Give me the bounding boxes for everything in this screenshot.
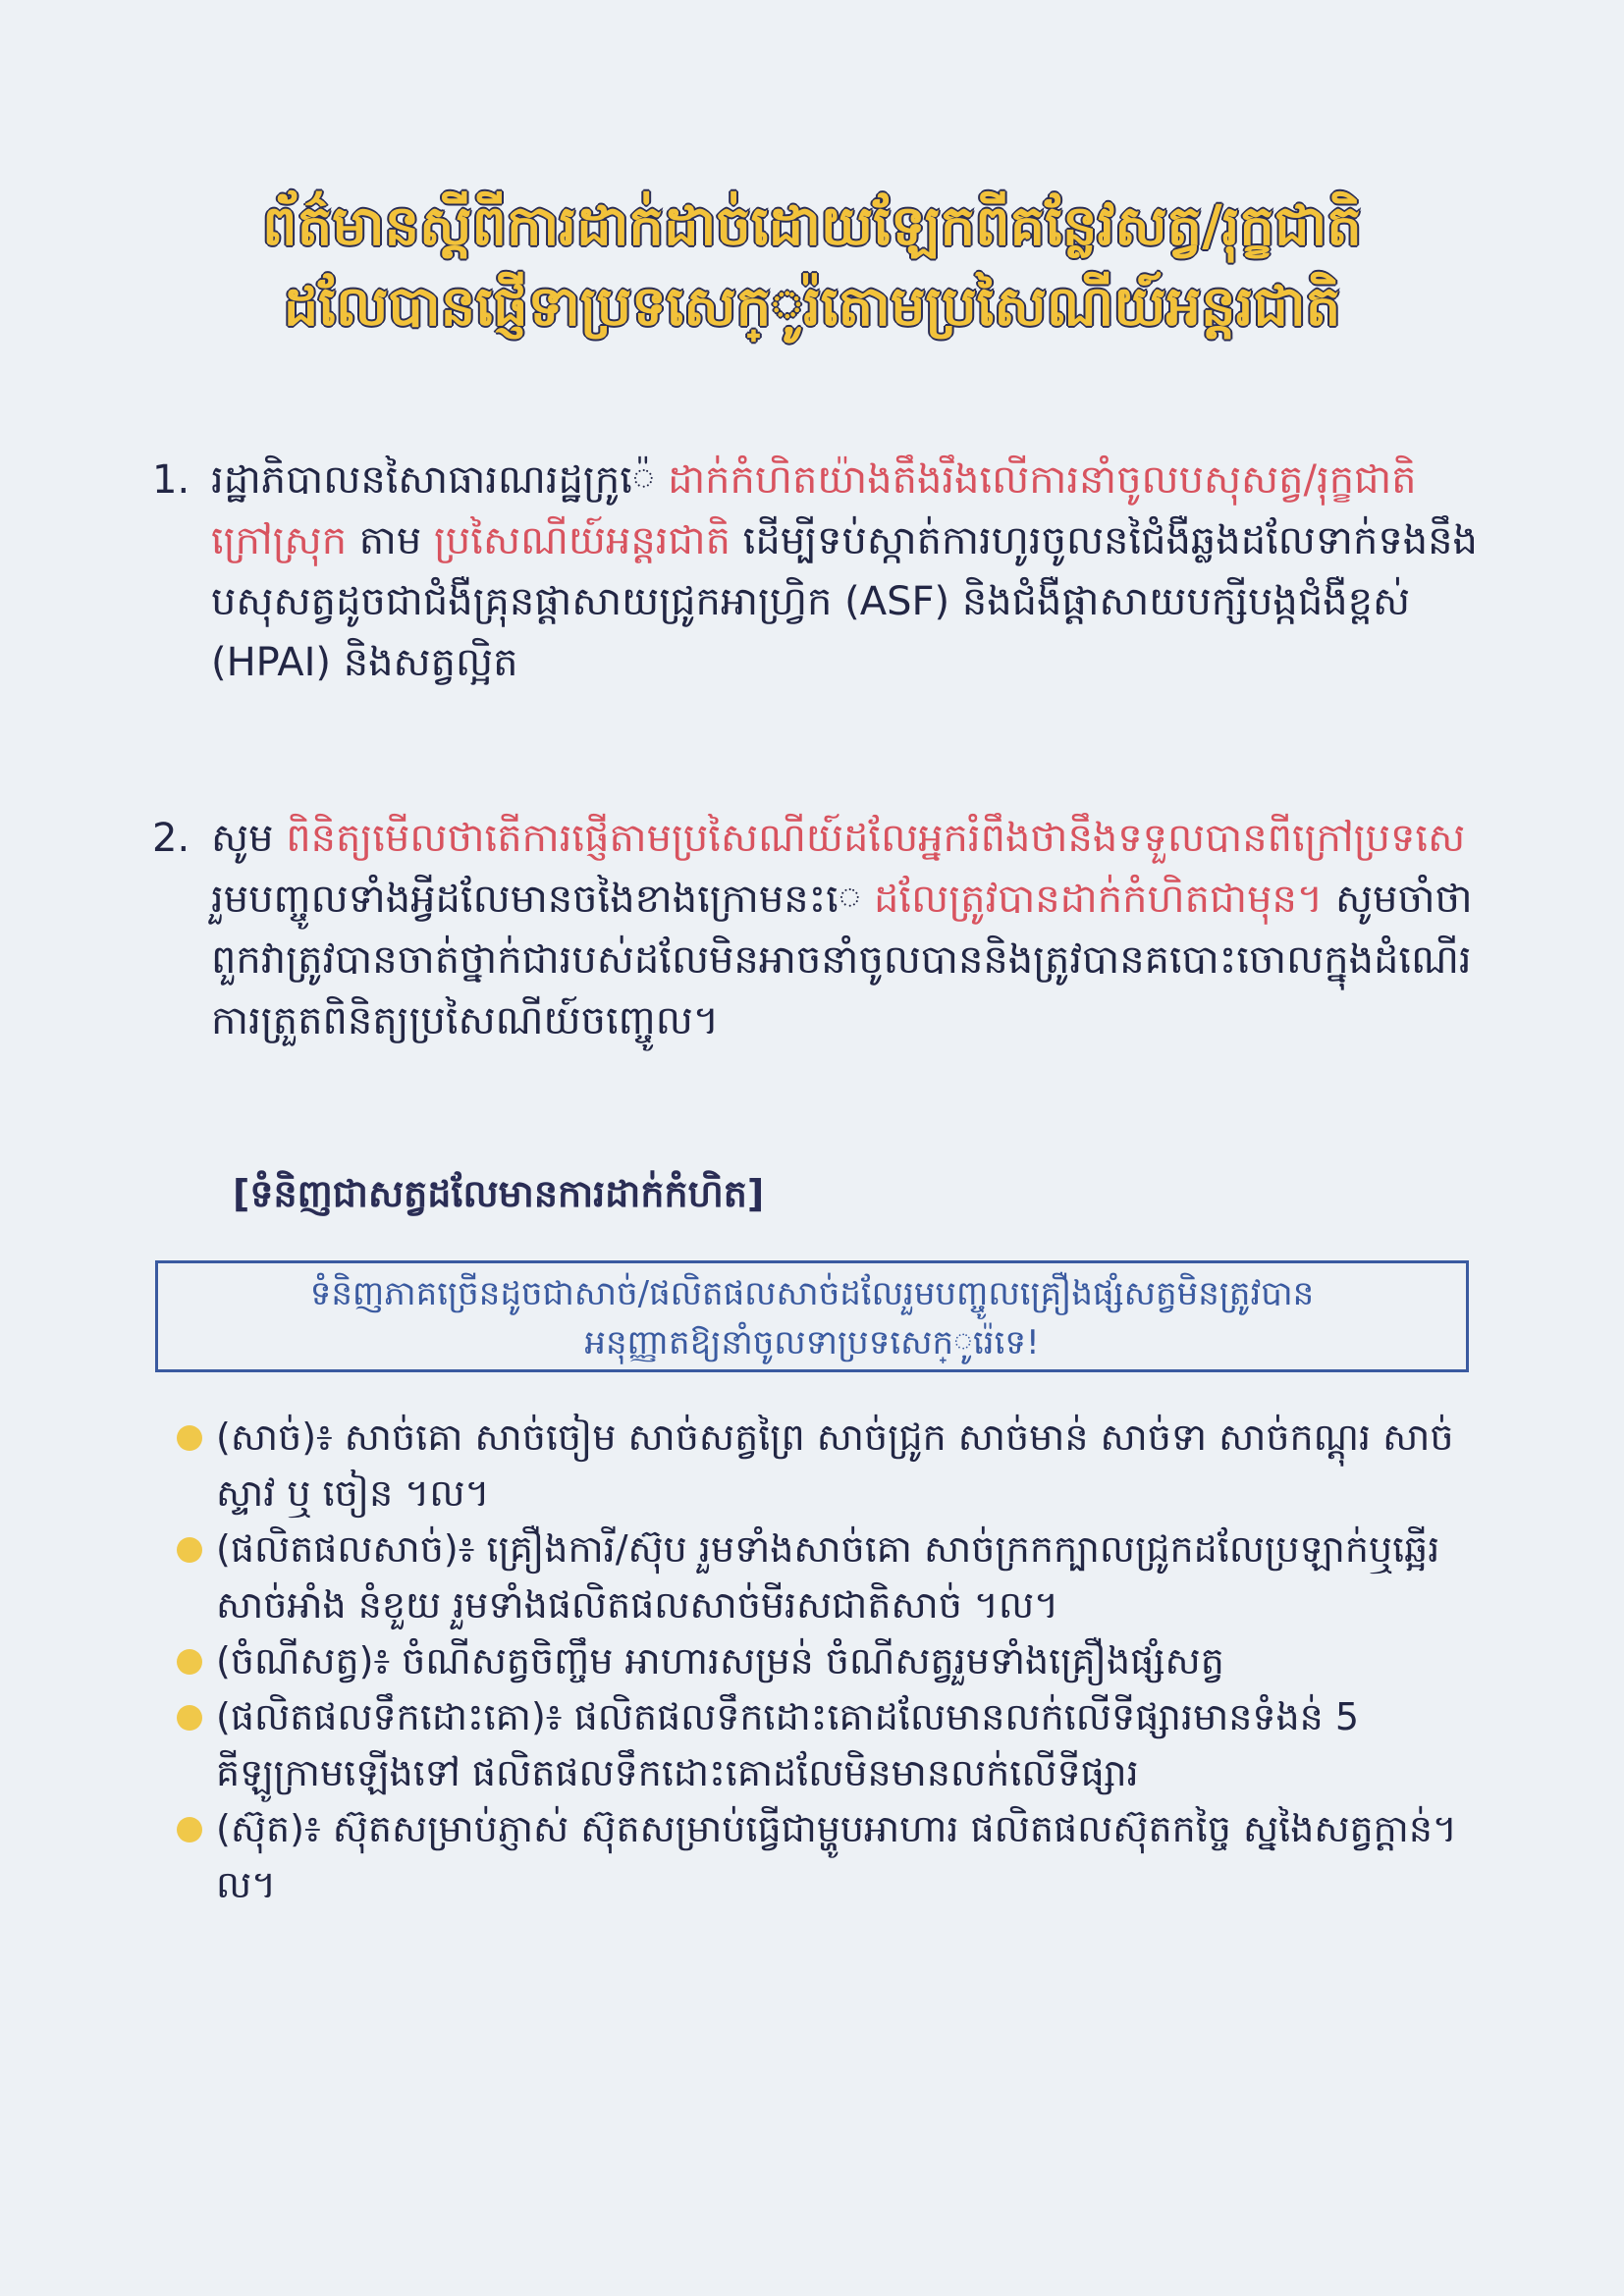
title-line-2: ដលែបានផ្ញើទាប្រទសេក្ូរ៉តោមប្រសៃណីយ៍អន្តរជាតិ — [283, 275, 1341, 339]
item-number: 1. — [152, 457, 190, 503]
item-text-segment: រួមបញ្ចូលទាំងអ្វីដលែមានចងៃខាងក្រោមនះេ — [211, 877, 875, 922]
notice-box — [155, 1260, 1469, 1372]
bullet-dot-icon — [177, 1537, 202, 1563]
list-item-text: (សាច់)៖ សាច់គោ សាច់ចៀម សាច់សត្វព្រៃ សាច់ជ្រូក សាច់មាន់ សាច់ទា សាច់កណ្តុរ សាច់ស្ទាវ ឬ ចៀន ។ល។ — [216, 1415, 1454, 1515]
highlighted-text: ដលែត្រូវបានដាក់កំហិតជាមុន។ — [874, 877, 1324, 922]
list-item-text: (ចំណីសត្វ)៖ ចំណីសត្វចិញ្ចឹម អាហារសម្រន់ ចំណីសត្វរួមទាំងគ្រឿងផ្សំសត្វ — [216, 1639, 1224, 1682]
list-item — [177, 1689, 1483, 1801]
numbered-item-2 — [152, 808, 1478, 1051]
item-number: 2. — [152, 816, 190, 861]
list-item — [177, 1410, 1483, 1522]
notice-line-1: ទំនិញភាគច្រើនដូចជាសាច់/ផលិតផលសាច់ដលែរួមបញ្ចូលគ្រឿងផ្សំសត្វមិនត្រូវបាន — [309, 1274, 1315, 1313]
list-item-text: (ផលិតផលសាច់)៖ គ្រឿងការី/ស៊ុប រួមទាំងសាច់គោ សាច់ក្រកក្បាលជ្រូកដលែប្រឡាក់ឬឆ្អើរ សាច់អាំង នំខួយ រួមទាំងផលិតផលសាច់មីរសជាតិសាច់ ។ល។ — [216, 1527, 1440, 1627]
page-title — [118, 187, 1506, 347]
item-text-segment: សូម — [211, 816, 287, 861]
bullet-dot-icon — [177, 1649, 202, 1675]
highlighted-text: ពិនិត្យមើលថាតើការផ្ញើតាមប្រសៃណីយ៍ដលែអ្នករំពឹងថានឹងទទួលបានពីក្រៅប្រទសេ — [286, 816, 1466, 861]
restricted-items-list — [177, 1410, 1483, 1913]
list-item-text: (ផលិតផលទឹកដោះគោ)៖ ផលិតផលទឹកដោះគោដលែមានលក់លើទីផ្សារមានទំងន់ 5 គីឡូក្រាមឡើងទៅ ផលិតផលទឹកដោះគោដលែមិនមានលក់លើទីផ្សារ — [216, 1695, 1359, 1794]
item-text-segment: សូមចាំថាពួកវាត្រូវបានចាត់ថ្នាក់ជារបស់ដលែមិនអាចនាំចូលបាននិងត្រូវបានគបោះចោលក្នុងដំណើរការត្រួតពិនិត្យប្រសៃណីយ៍ចញ្ចេូល។ — [211, 877, 1473, 1043]
bullet-dot-icon — [177, 1705, 202, 1731]
bullet-dot-icon — [177, 1817, 202, 1842]
item-text — [211, 808, 1478, 1051]
item-text-segment: តាម — [347, 518, 434, 563]
restricted-products-heading: [ទំនិញជាសត្វដលែមានការដាក់កំហិត] — [233, 1172, 765, 1215]
list-item — [177, 1633, 1483, 1689]
list-item — [177, 1522, 1483, 1633]
bullet-dot-icon — [177, 1425, 202, 1451]
highlighted-text: ដាក់កំហិតយ៉ាងតឹងរឹងលើការនាំចូលបសុសត្វ/រុក្ខជាតិក្រៅស្រុក — [211, 457, 1417, 563]
list-item — [177, 1801, 1483, 1913]
list-item-text: (ស៊ុត)៖ ស៊ុតសម្រាប់ភ្ញាស់ ស៊ុតសម្រាប់ធ្វើជាម្ហូបអាហារ ផលិតផលស៊ុតកច្ចៃ ស្នងៃសត្វក្តាន់។ ល។ — [216, 1807, 1457, 1906]
item-text — [211, 450, 1478, 693]
item-text-segment: រដ្ឋាភិបាលនសៃាធារណរដ្ឋកូ្រ៉េ — [211, 457, 669, 503]
item-text-segment: ដើម្បីទប់ស្កាត់ការហូរចូលនជៃំងឺឆ្លងដលែទាក់ទងនឹងបសុសត្វដូចជាជំងឺគ្រុនផ្តាសាយជ្រូកអាហ្វ្រិក (ASF) និងជំងឺផ្តាសាយបក្សីបង្កជំងឺខ្ពស់ (HPAI) និងសត្វល្អិត — [211, 518, 1478, 685]
notice-line-2: អនុញ្ញាតឱ្យនាំចូលទាប្រទសេក្ូរ៉េទេ! — [584, 1323, 1040, 1362]
numbered-item-1 — [152, 450, 1478, 693]
highlighted-text: ប្រសៃណីយ៍អន្ដរជាតិ — [434, 518, 731, 563]
title-line-1: ព័ត៌មានស្តីពីការដាក់ដាច់ដោយឡែកពីគន្លែវសត្វ/រុក្ខជាតិ — [262, 194, 1362, 258]
